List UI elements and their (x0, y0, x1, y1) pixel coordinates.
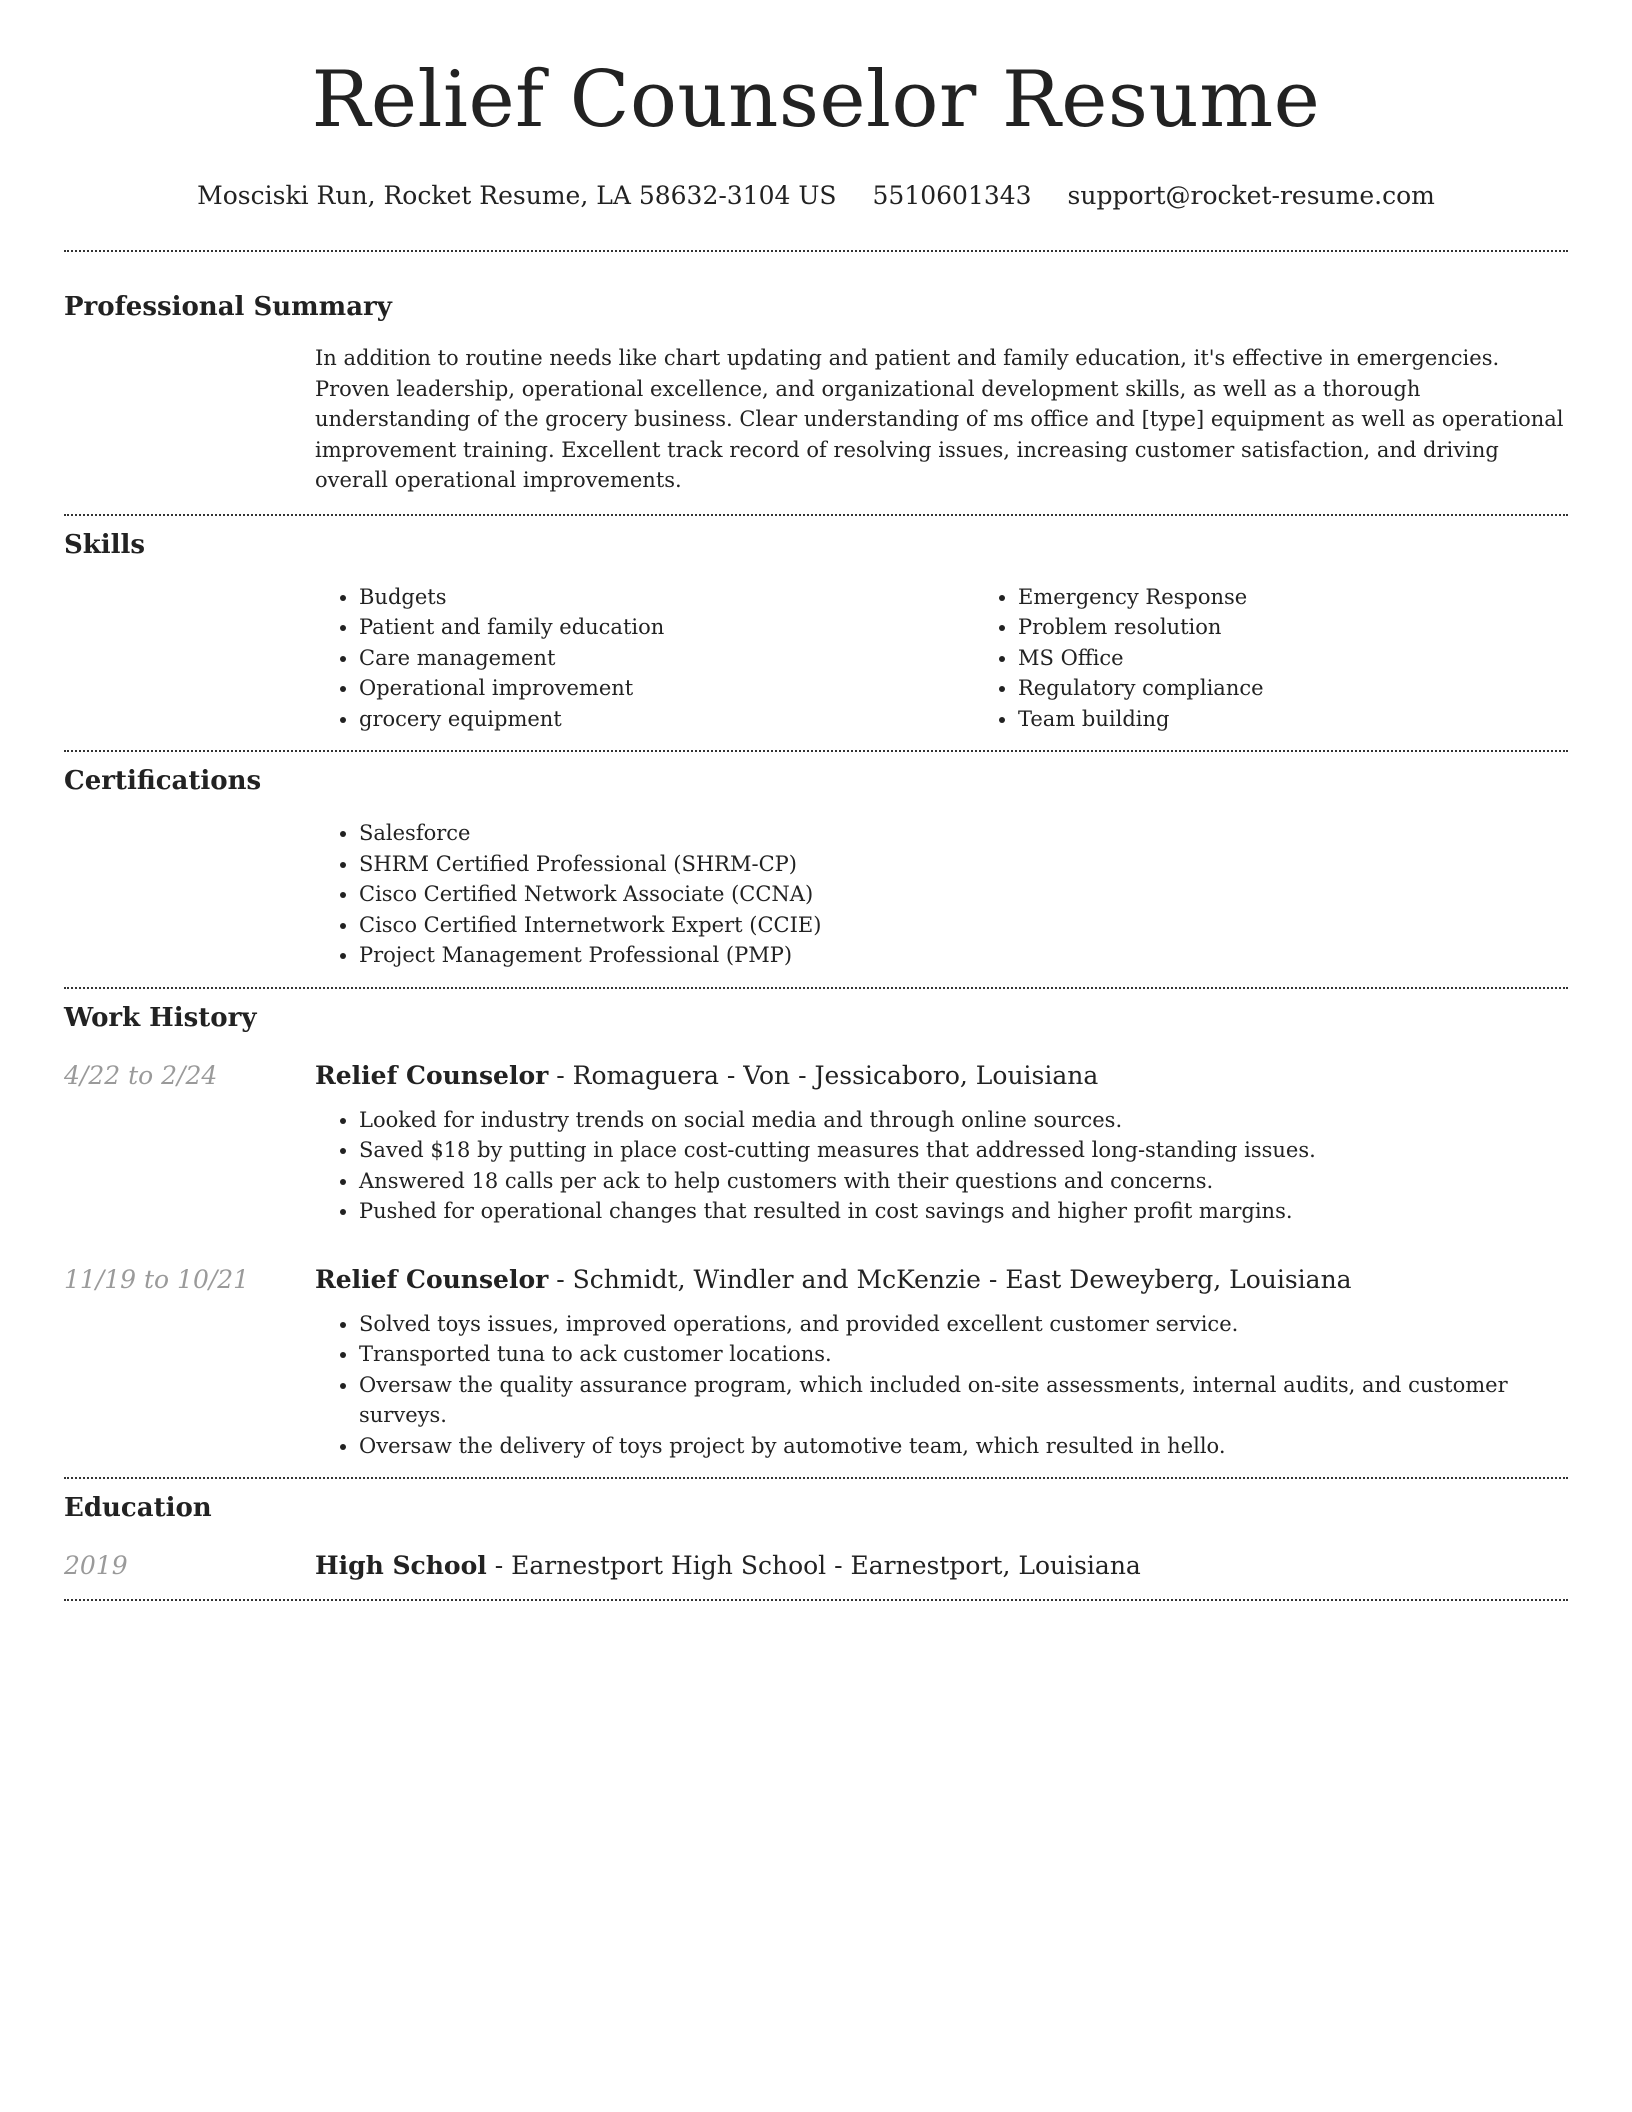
skill-item: • Regulatory compliance (1018, 673, 1632, 704)
certification-item: • Cisco Certified Internetwork Expert (CCIE) (359, 910, 1568, 941)
certification-item: • Salesforce (359, 818, 1568, 849)
job-duty-item: • Oversaw the quality assurance program, which included on-site assessments, internal audits, and customer surveys. (359, 1370, 1568, 1431)
job-duty-item: • Looked for industry trends on social media and through online sources. (359, 1105, 1568, 1136)
job-date: 11/19 to 10/21 (64, 1264, 250, 1294)
education-title (315, 1549, 1141, 1583)
summary-section (64, 290, 1568, 496)
education-school: - Earnestport High School - Earnestport, Louisiana (486, 1551, 1141, 1580)
skills-list-right (974, 582, 1632, 735)
contact-line (64, 180, 1568, 212)
job-duty-item: • Oversaw the delivery of toys project by automotive team, which resulted in hello. (359, 1431, 1568, 1462)
skill-item: • Operational improvement (359, 673, 974, 704)
job-title (315, 1059, 1098, 1093)
certifications-heading: Certifications (64, 766, 262, 796)
education-degree: High School (315, 1551, 487, 1580)
contact-address: Mosciski Run, Rocket Resume, LA 58632-3104 US (197, 181, 837, 210)
divider (64, 1477, 1568, 1479)
contact-phone: 5510601343 (872, 181, 1032, 210)
summary-heading: Professional Summary (64, 292, 392, 322)
certification-item: • Cisco Certified Network Associate (CCNA) (359, 879, 1568, 910)
divider (64, 987, 1568, 989)
job-title (315, 1263, 1352, 1297)
education-date: 2019 (64, 1551, 128, 1580)
skill-item: • Emergency Response (1018, 582, 1632, 613)
job-duties-list (315, 1105, 1568, 1227)
skills-columns (315, 582, 1568, 735)
education-heading: Education (64, 1493, 212, 1523)
job-employer: - Schmidt, Windler and McKenzie - East Deweyberg, Louisiana (548, 1264, 1352, 1294)
certification-item: • Project Management Professional (PMP) (359, 940, 1568, 971)
work-history-section (64, 1001, 1568, 1462)
skill-item: • MS Office (1018, 643, 1632, 674)
divider (64, 1599, 1568, 1601)
divider (64, 750, 1568, 752)
job-role: Relief Counselor (315, 1060, 549, 1090)
skills-list-left (315, 582, 974, 735)
skills-section (64, 528, 1568, 735)
job-duty-item: • Answered 18 calls per ack to help customers with their questions and concerns. (359, 1166, 1568, 1197)
divider (64, 250, 1568, 252)
job-entry (64, 1263, 1568, 1462)
job-employer: - Romaguera - Von - Jessicaboro, Louisiana (548, 1060, 1099, 1090)
work-history-heading: Work History (64, 1002, 257, 1033)
education-section (64, 1491, 1568, 1583)
job-header (64, 1059, 1568, 1093)
skills-heading: Skills (64, 529, 146, 560)
job-duty-item: • Transported tuna to ack customer locations. (359, 1339, 1568, 1370)
skill-item: • Patient and family education (359, 612, 974, 643)
education-entry (64, 1549, 1568, 1583)
job-duties-list (315, 1309, 1568, 1462)
job-duties (315, 1105, 1568, 1227)
skill-item: • Team building (1018, 704, 1632, 735)
job-duty-item: • Pushed for operational changes that resulted in cost savings and higher profit margins. (359, 1196, 1568, 1227)
certifications-list (315, 818, 1568, 971)
job-duties (315, 1309, 1568, 1462)
contact-email: support@rocket-resume.com (1067, 181, 1435, 210)
job-date: 4/22 to 2/24 (64, 1060, 218, 1090)
skill-item: • Care management (359, 643, 974, 674)
certifications-block (315, 818, 1568, 971)
skill-item: • grocery equipment (359, 704, 974, 735)
job-entry (64, 1059, 1568, 1227)
divider (64, 514, 1568, 516)
certification-item: • SHRM Certified Professional (SHRM-CP) (359, 849, 1568, 880)
job-duty-item: • Solved toys issues, improved operations, and provided excellent customer service. (359, 1309, 1568, 1340)
certifications-section (64, 764, 1568, 971)
resume-title: Relief Counselor Resume (311, 55, 1321, 145)
skill-item: • Budgets (359, 582, 974, 613)
job-duty-item: • Saved $18 by putting in place cost-cutting measures that addressed long-standing issues. (359, 1135, 1568, 1166)
summary-text: In addition to routine needs like chart updating and patient and family education, it's effective in emergencies. Proven leadership, operational excellence, and organizational development skills, as well as a thorough understanding of the grocery business. Clear understanding of ms office and [type] equipment as well as operational improvement training. Excellent track record of resolving issues, increasing customer satisfaction, and driving overall operational improvements. (315, 346, 1564, 492)
job-role: Relief Counselor (315, 1264, 549, 1294)
skill-item: • Problem resolution (1018, 612, 1632, 643)
job-header (64, 1263, 1568, 1297)
